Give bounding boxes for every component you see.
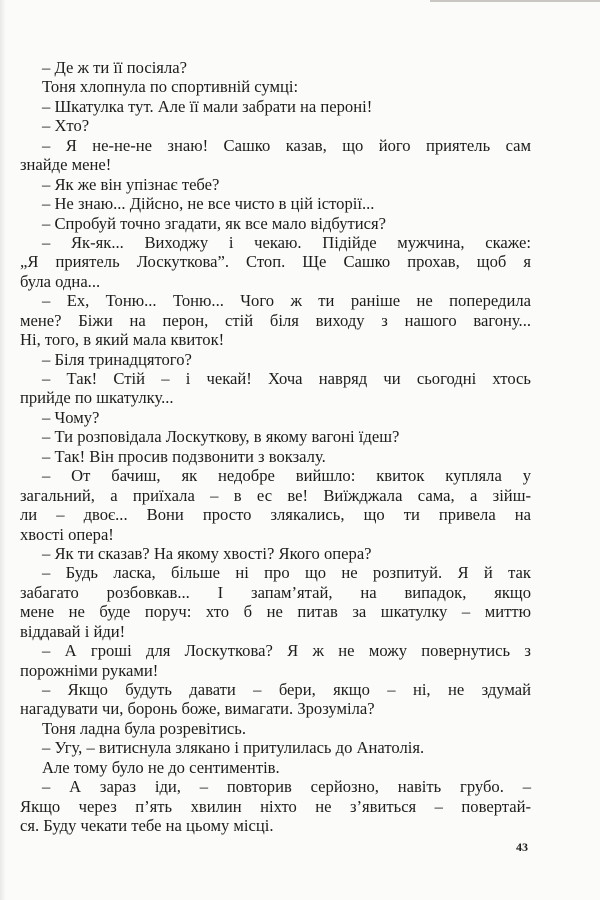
text-line: порожніми руками!: [20, 660, 159, 680]
text-line: – Де ж ти її посіяла?: [42, 58, 187, 77]
text-line: – Так! Він просив подзвонити з вокзалу.: [42, 446, 326, 466]
text-line: Але тому було не до сентиментів.: [42, 757, 280, 777]
text-line: – Так! Стій – і чекай! Хоча навряд чи сьогодні хтось: [42, 369, 531, 388]
text-line: – Я не-не-не знаю! Сашко казав, що його приятель сам: [42, 135, 531, 155]
text-line: прийде по шкатулку...: [20, 388, 174, 408]
paragraph: [20, 427, 531, 446]
text-line: – Хто?: [42, 116, 90, 136]
text-line: – Будь ласка, більше ні про що не розпитуй. Я й так: [42, 563, 531, 583]
text-line: віддавай і йди!: [20, 621, 126, 641]
text-line: мене не буде поруч: хто б не питав за шкатулку – миттю: [20, 602, 531, 622]
text-line: ся. Буду чекати тебе на цьому місці.: [20, 816, 274, 836]
text-line: нагадувати чи, боронь боже, вимагати. Зрозуміла?: [20, 699, 375, 719]
paragraph: [20, 233, 531, 291]
paragraph: [20, 77, 531, 96]
paragraph: [20, 116, 531, 135]
text-line: – Біля тринадцятого?: [42, 349, 192, 369]
text-line: загальний, а приїхала – в ес ве! Виїжджала сама, а зійш-: [20, 485, 531, 505]
paragraph: [20, 544, 531, 563]
text-line: – Якщо будуть давати – бери, якщо – ні, не здумай: [42, 680, 531, 699]
paragraph: [20, 175, 531, 194]
text-line: забагато розбовкав... І запам’ятай, на випадок, якщо: [20, 582, 531, 602]
paragraph: [20, 758, 531, 777]
paragraph: [20, 447, 531, 466]
text-line: – Як ти сказав? На якому хвості? Якого опера?: [42, 543, 372, 563]
paragraph: [20, 194, 531, 213]
paragraph: [20, 777, 531, 835]
text-line: Тоня хлопнула по спортивній сумці:: [42, 77, 299, 97]
paragraph: [20, 369, 531, 408]
text-line: знайде мене!: [20, 155, 112, 175]
page-gutter-edge: [0, 0, 6, 900]
text-line: – Як же він упізнає тебе?: [42, 174, 220, 194]
paragraph: [20, 466, 531, 544]
paragraph: [20, 738, 531, 757]
text-line: „Я приятель Лоскуткова”. Стоп. Ще Сашко прохав, щоб я: [20, 252, 531, 272]
paragraph: [20, 719, 531, 738]
text-line: ли – двоє... Вони просто злякались, що ти привела на: [20, 505, 531, 525]
paragraph: [20, 136, 531, 175]
paragraph: [20, 97, 531, 116]
text-line: – Ех, Тоню... Тоню... Чого ж ти раніше не попередила: [42, 291, 531, 311]
text-line: Ні, того, в який мала квиток!: [20, 330, 225, 350]
paragraph: [20, 563, 531, 641]
text-line: – Спробуй точно згадати, як все мало відбутися?: [42, 213, 387, 233]
paragraph: [20, 350, 531, 369]
text-line: – Чому?: [42, 407, 100, 427]
text-line: мене? Біжи на перон, стій біля виходу з нашого вагону...: [20, 310, 531, 330]
text-line: – Не знаю... Дійсно, не все чисто в цій історії...: [42, 194, 375, 214]
book-page-text: [20, 58, 531, 836]
page-number: 43: [516, 840, 528, 854]
paragraph: [20, 408, 531, 427]
paragraph: [20, 680, 531, 719]
text-line: хвості опера!: [20, 524, 114, 544]
text-line: Якщо через п’ять хвилин ніхто не з’явиться – повертай-: [20, 796, 531, 816]
text-line: – А зараз іди, – повторив серйозно, навіть грубо. –: [42, 777, 531, 797]
text-line: була одна...: [20, 271, 101, 291]
text-line: – А гроші для Лоскуткова? Я ж не можу повернутись з: [42, 641, 531, 661]
paragraph: [20, 214, 531, 233]
text-line: – От бачиш, як недобре вийшло: квиток купляла у: [42, 466, 531, 486]
text-line: – Як-як... Виходжу і чекаю. Підійде мужчина, скаже:: [42, 232, 531, 252]
text-line: – Ти розповідала Лоскуткову, в якому вагоні їдеш?: [42, 427, 400, 447]
paragraph: [20, 641, 531, 680]
text-line: Тоня ладна була розревітись.: [42, 718, 246, 738]
page-top-edge: [430, 0, 600, 2]
text-line: – Угу, – витиснула злякано і притулилась до Анатолія.: [42, 738, 425, 758]
text-line: – Шкатулка тут. Але її мали забрати на пероні!: [42, 96, 373, 116]
paragraph: [20, 58, 531, 77]
paragraph: [20, 291, 531, 349]
